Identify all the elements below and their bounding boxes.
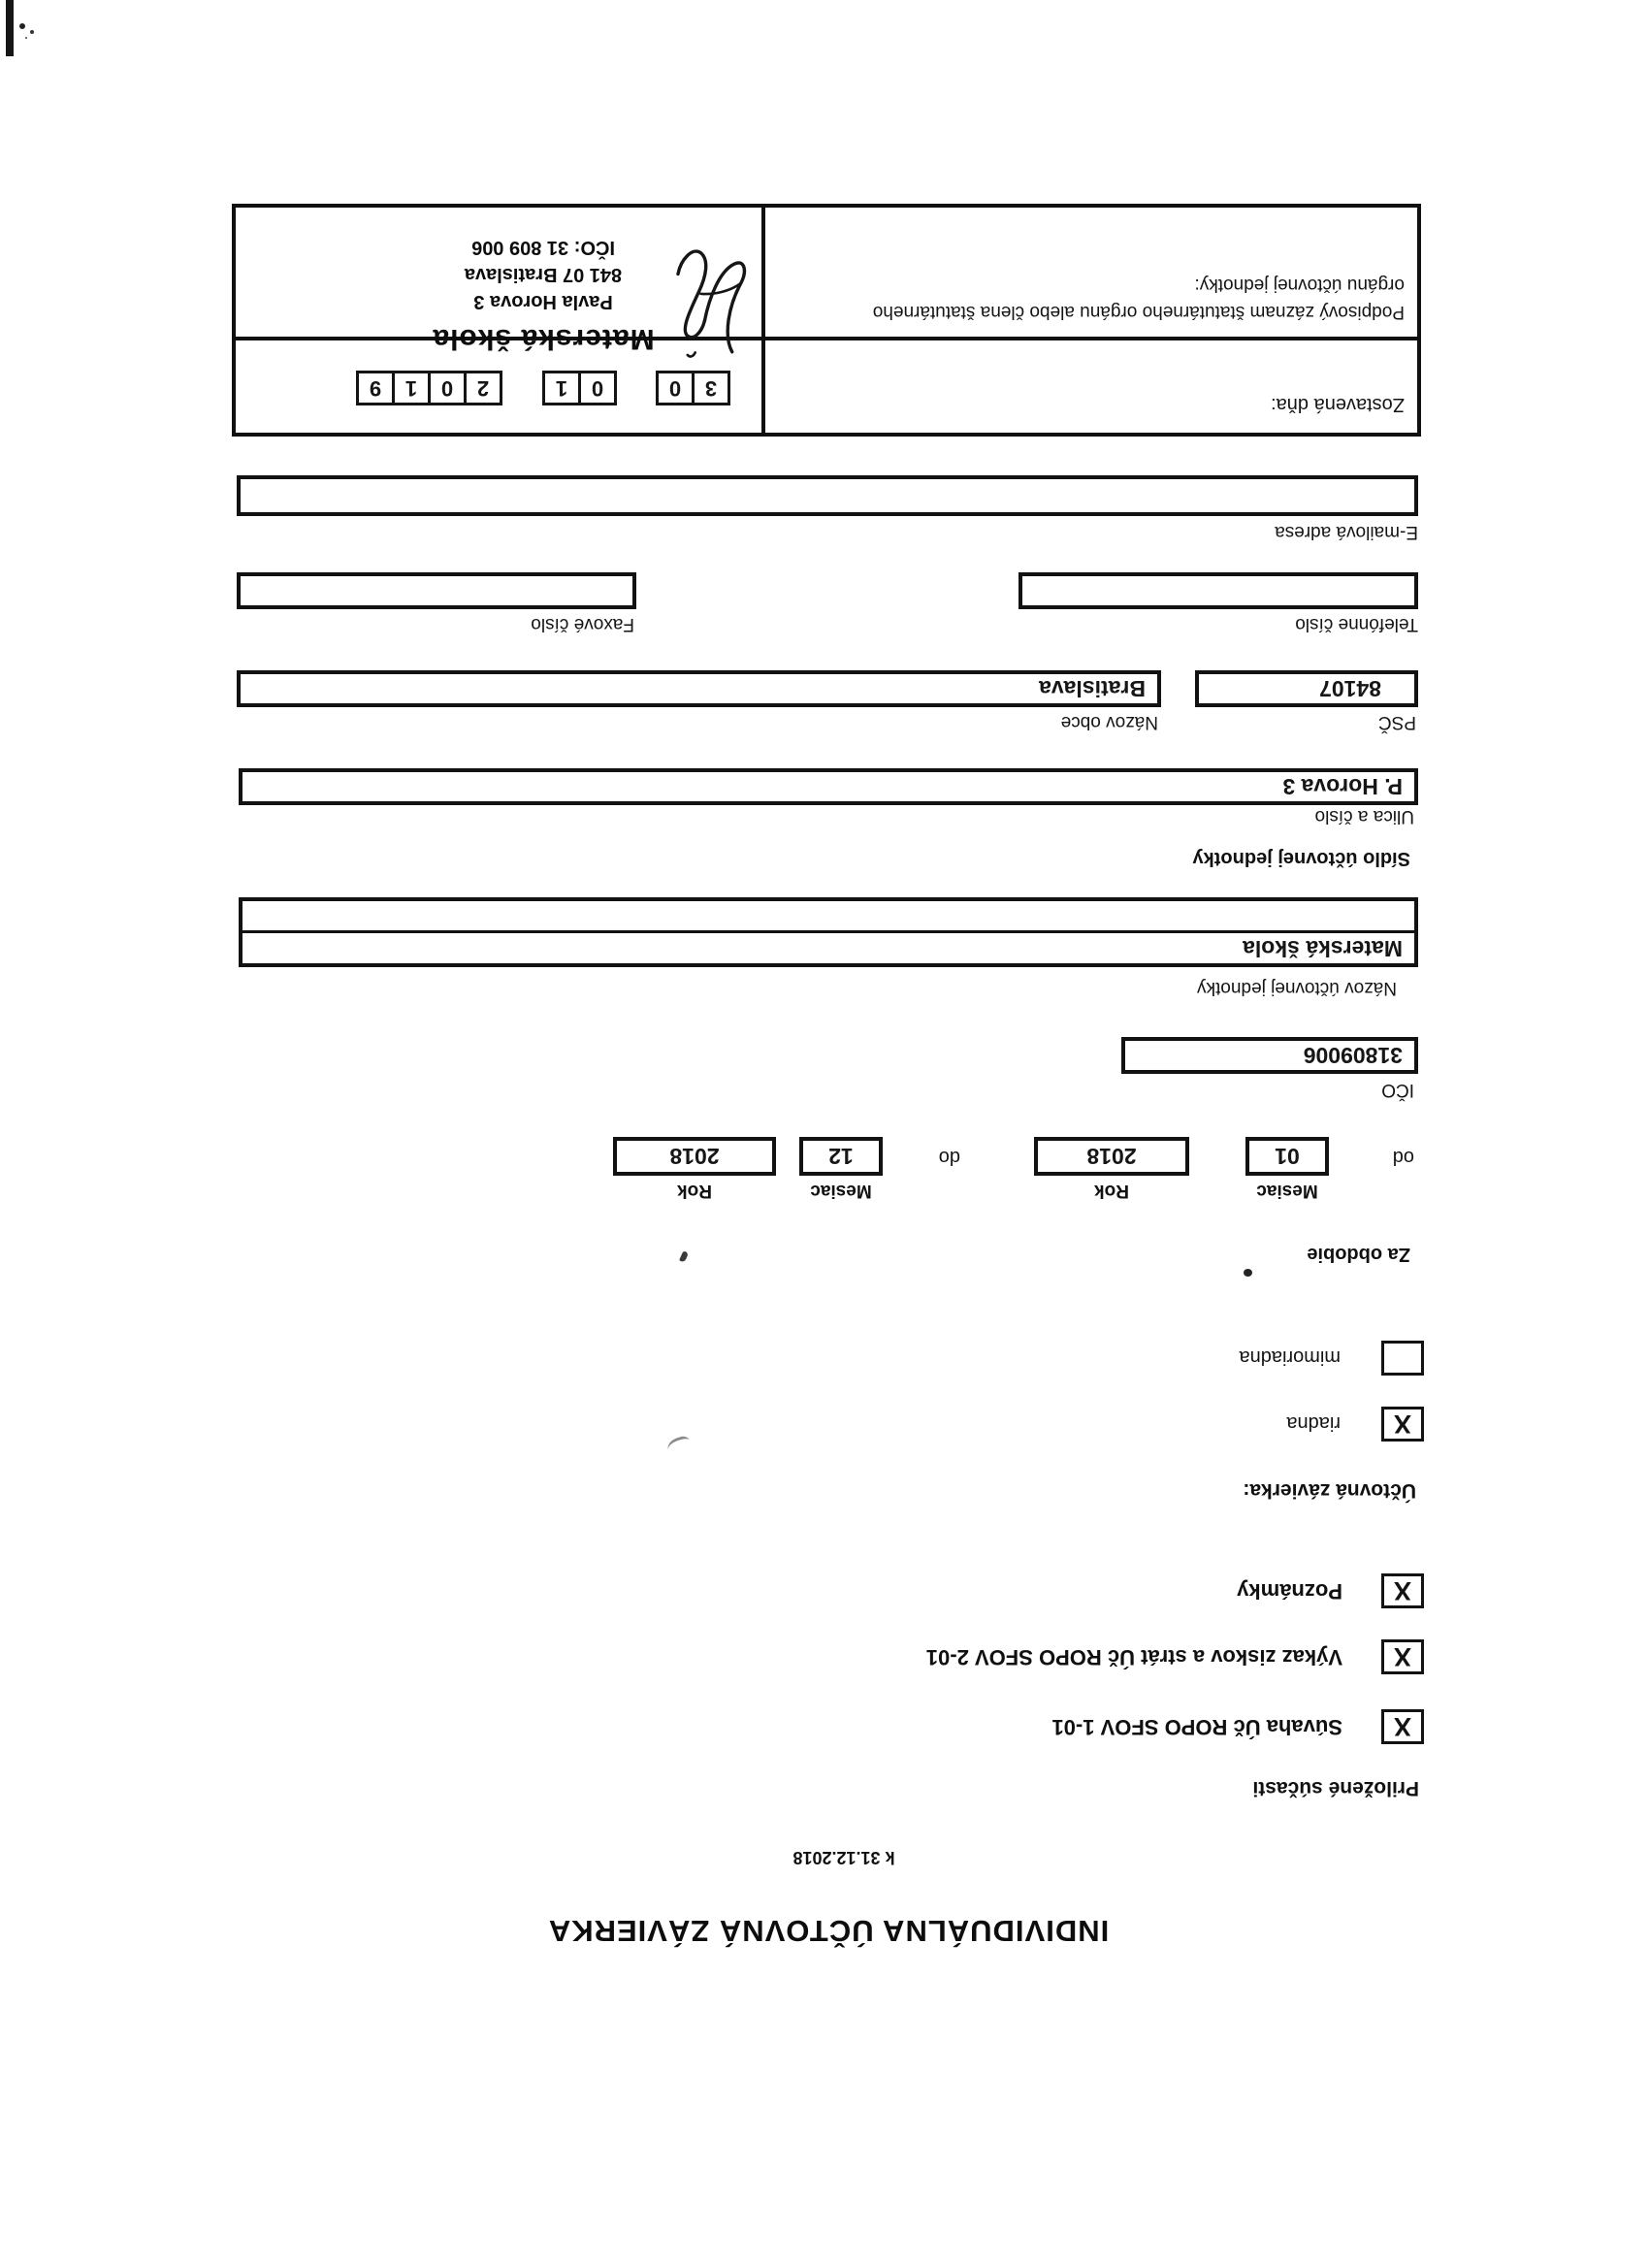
period-to-month-label: Mesiac (810, 1181, 872, 1201)
stamp-entity-name: Materská škola (432, 323, 655, 355)
checkbox-poznamky[interactable] (1381, 1573, 1424, 1608)
scan-edge-artifact (6, 0, 14, 56)
entity-name-row1: Materská škola (242, 930, 1414, 963)
date-digit-cell[interactable]: 0 (428, 371, 467, 405)
stamp-street: Pavla Horova 3 (473, 291, 613, 312)
period-from-month-field[interactable] (1245, 1137, 1329, 1176)
street-value: P. Horova 3 (1282, 774, 1403, 800)
period-to-year-label: Rok (677, 1181, 712, 1201)
psc-label: PSČ (1377, 712, 1416, 732)
attachment-label-vykaz: Výkaz ziskov a strát Úč ROPO SFOV 2-01 (925, 1645, 1342, 1669)
checkbox-suvaha[interactable] (1381, 1709, 1424, 1744)
option-label-mimoriadna: mimoriadna (1239, 1346, 1341, 1368)
period-to-year-field[interactable] (613, 1137, 776, 1176)
checkbox-suvaha-mark: X (1394, 1712, 1412, 1742)
checkbox-riadna-mark: X (1394, 1409, 1412, 1440)
date-digit-cell[interactable]: 0 (578, 371, 617, 405)
email-field[interactable] (237, 475, 1418, 516)
scan-dot-artifact (1244, 1269, 1252, 1277)
period-to-month-value: 12 (828, 1144, 854, 1170)
street-field[interactable] (239, 768, 1418, 805)
email-label: E-mailová adresa (1275, 522, 1418, 542)
city-label: Názov obce (1060, 712, 1158, 732)
entity-name-label: Názov účtovnej jednotky (1197, 978, 1397, 998)
period-to-year-value: 2018 (669, 1144, 720, 1170)
psc-field[interactable] (1195, 670, 1418, 707)
entity-name-field[interactable] (239, 897, 1418, 967)
date-year-boxes[interactable] (356, 371, 502, 405)
period-from-label: od (1392, 1147, 1414, 1168)
period-from-month-label: Mesiac (1256, 1181, 1318, 1201)
page-subtitle-date: k 31.12.2018 (792, 1848, 895, 1867)
date-digit-cell[interactable]: 2 (464, 371, 502, 405)
checkbox-vykaz-mark: X (1394, 1642, 1412, 1672)
compiled-date-label: Zostavená dňa: (1271, 394, 1405, 415)
period-heading: Za obdobie (1307, 1244, 1410, 1265)
option-label-riadna: riadna (1286, 1412, 1341, 1434)
street-label: Ulica a číslo (1314, 806, 1414, 826)
attachment-label-suvaha: Súvaha Úč ROPO SFOV 1-01 (1051, 1715, 1342, 1739)
period-from-year-value: 2018 (1086, 1144, 1137, 1170)
checkbox-poznamky-mark: X (1394, 1576, 1412, 1606)
fax-label: Faxové číslo (531, 614, 634, 634)
date-month-boxes[interactable] (542, 371, 617, 405)
checkbox-vykaz[interactable] (1381, 1639, 1424, 1674)
period-to-month-field[interactable] (799, 1137, 883, 1176)
ico-value: 31809006 (1303, 1043, 1403, 1069)
stamp-city: 841 07 Bratislava (464, 264, 623, 285)
period-from-year-label: Rok (1094, 1181, 1129, 1201)
psc-value: 84107 (1319, 676, 1381, 702)
signature-caption-line1: Podpisový záznam štatutárneho orgánu alebo člena štatutárneho (872, 302, 1405, 322)
attachments-heading: Priložené súčasti (1252, 1777, 1419, 1799)
date-digit-cell[interactable]: 9 (356, 371, 395, 405)
date-digit-cell[interactable]: 3 (692, 371, 730, 405)
signature-caption-line2: orgánu účtovnej jednotky: (1194, 275, 1405, 295)
closing-type-heading: Účtovná závierka: (1243, 1479, 1416, 1502)
page-title: INDIVIDUÁLNA ÚČTOVNÁ ZÁVIERKA (547, 1914, 1110, 1948)
city-field[interactable] (237, 670, 1161, 707)
attachment-label-poznamky: Poznámky (1237, 1579, 1342, 1604)
date-digit-cell[interactable]: 0 (656, 371, 695, 405)
stamp-ico: IČO: 31 809 006 (471, 237, 615, 258)
scan-speck-artifact (19, 23, 25, 29)
date-day-boxes[interactable] (656, 371, 730, 405)
date-digit-cell[interactable]: 1 (542, 371, 581, 405)
date-digit-cell[interactable]: 1 (392, 371, 431, 405)
checkbox-mimoriadna[interactable] (1381, 1341, 1424, 1376)
entity-name-row2 (242, 901, 1414, 930)
checkbox-riadna[interactable] (1381, 1407, 1424, 1442)
ico-field[interactable] (1121, 1037, 1418, 1074)
fax-field[interactable] (237, 572, 636, 609)
phone-label: Telefónne číslo (1295, 614, 1418, 634)
address-heading: Sídlo účtovnej jednotky (1192, 848, 1410, 869)
period-from-month-value: 01 (1275, 1144, 1300, 1170)
period-from-year-field[interactable] (1034, 1137, 1189, 1176)
handwritten-signature (661, 236, 766, 367)
city-value: Bratislava (1039, 676, 1146, 702)
period-to-label: do (938, 1147, 960, 1168)
phone-field[interactable] (1018, 572, 1418, 609)
ico-label: IČO (1381, 1080, 1414, 1100)
